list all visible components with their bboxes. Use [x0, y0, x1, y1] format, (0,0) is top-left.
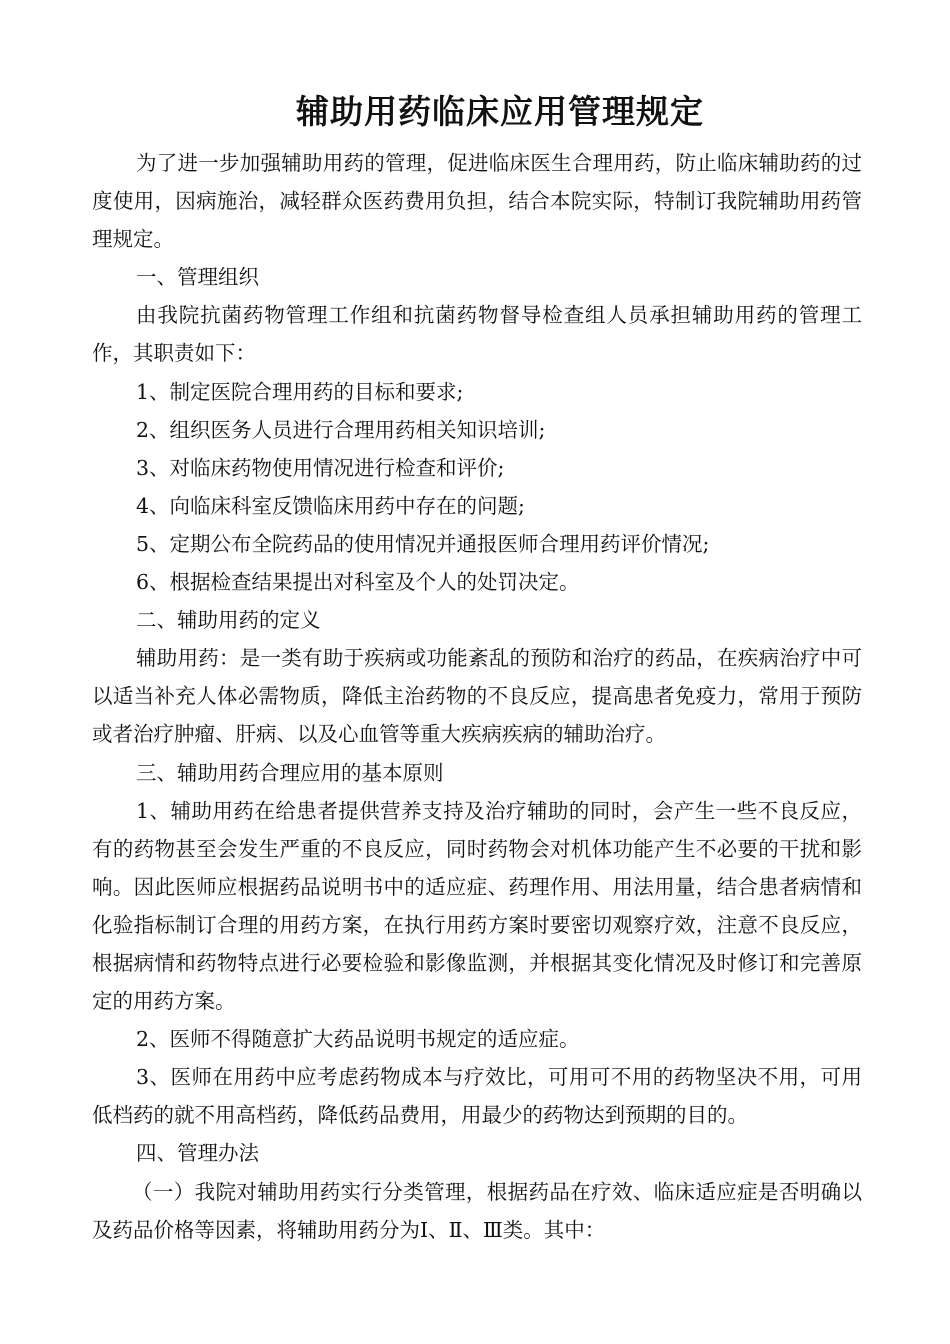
duty-item-2: 2、组织医务人员进行合理用药相关知识培训; [136, 417, 546, 442]
duty-item-1: 1、制定医院合理用药的目标和要求; [136, 379, 464, 404]
organization-paragraph: 由我院抗菌药物管理工作组和抗菌药物督导检查组人员承担辅助用药的管理工作，其职责如下： [92, 303, 862, 366]
duty-item-5: 5、定期公布全院药品的使用情况并通报医师合理用药评价情况; [136, 531, 710, 556]
management-paragraph-1: （一）我院对辅助用药实行分类管理，根据药品在疗效、临床适应症是否明确以及药品价格等因素，将辅助用药分为Ⅰ、Ⅱ、Ⅲ类。其中： [92, 1179, 862, 1242]
principle-item-1: 1、辅助用药在给患者提供营养支持及治疗辅助的同时，会产生一些不良反应，有的药物甚至会发生严重的不良反应，同时药物会对机体功能产生不必要的干扰和影响。因此医师应根据药品说明书中的适应症、药理作用、用法用量，结合患者病情和化验指标制订合理的用药方案，在执行用药方案时要密切观察疗效，注意不良反应，根据病情和药物特点进行必要检验和影像监测，并根据其变化情况及时修订和完善原定的用药方案。 [92, 798, 862, 1014]
duty-item-6: 6、根据检查结果提出对科室及个人的处罚决定。 [136, 570, 580, 595]
duty-item-3: 3、对临床药物使用情况进行检查和评价; [136, 455, 505, 480]
document-body [92, 144, 862, 1249]
section-heading-management: 四、管理办法 [136, 1141, 259, 1166]
principle-item-2: 2、医师不得随意扩大药品说明书规定的适应症。 [136, 1027, 580, 1052]
section-heading-definition: 二、辅助用药的定义 [136, 608, 321, 633]
section-heading-organization: 一、管理组织 [136, 265, 259, 290]
duty-item-4: 4、向临床科室反馈临床用药中存在的问题; [136, 493, 525, 518]
definition-paragraph: 辅助用药：是一类有助于疾病或功能紊乱的预防和治疗的药品，在疾病治疗中可以适当补充人体必需物质，降低主治药物的不良反应，提高患者免疫力，常用于预防或者治疗肿瘤、肝病、以及心血管等重大疾病疾病的辅助治疗。 [92, 646, 862, 747]
document-title: 辅助用药临床应用管理规定 [296, 92, 704, 131]
intro-paragraph: 为了进一步加强辅助用药的管理，促进临床医生合理用药，防止临床辅助药的过度使用，因病施治，减轻群众医药费用负担，结合本院实际，特制订我院辅助用药管理规定。 [92, 151, 862, 252]
section-heading-principles: 三、辅助用药合理应用的基本原则 [136, 760, 444, 785]
principle-item-3: 3、医师在用药中应考虑药物成本与疗效比，可用可不用的药物坚决不用，可用低档药的就不用高档药，降低药品费用，用最少的药物达到预期的目的。 [92, 1065, 862, 1128]
